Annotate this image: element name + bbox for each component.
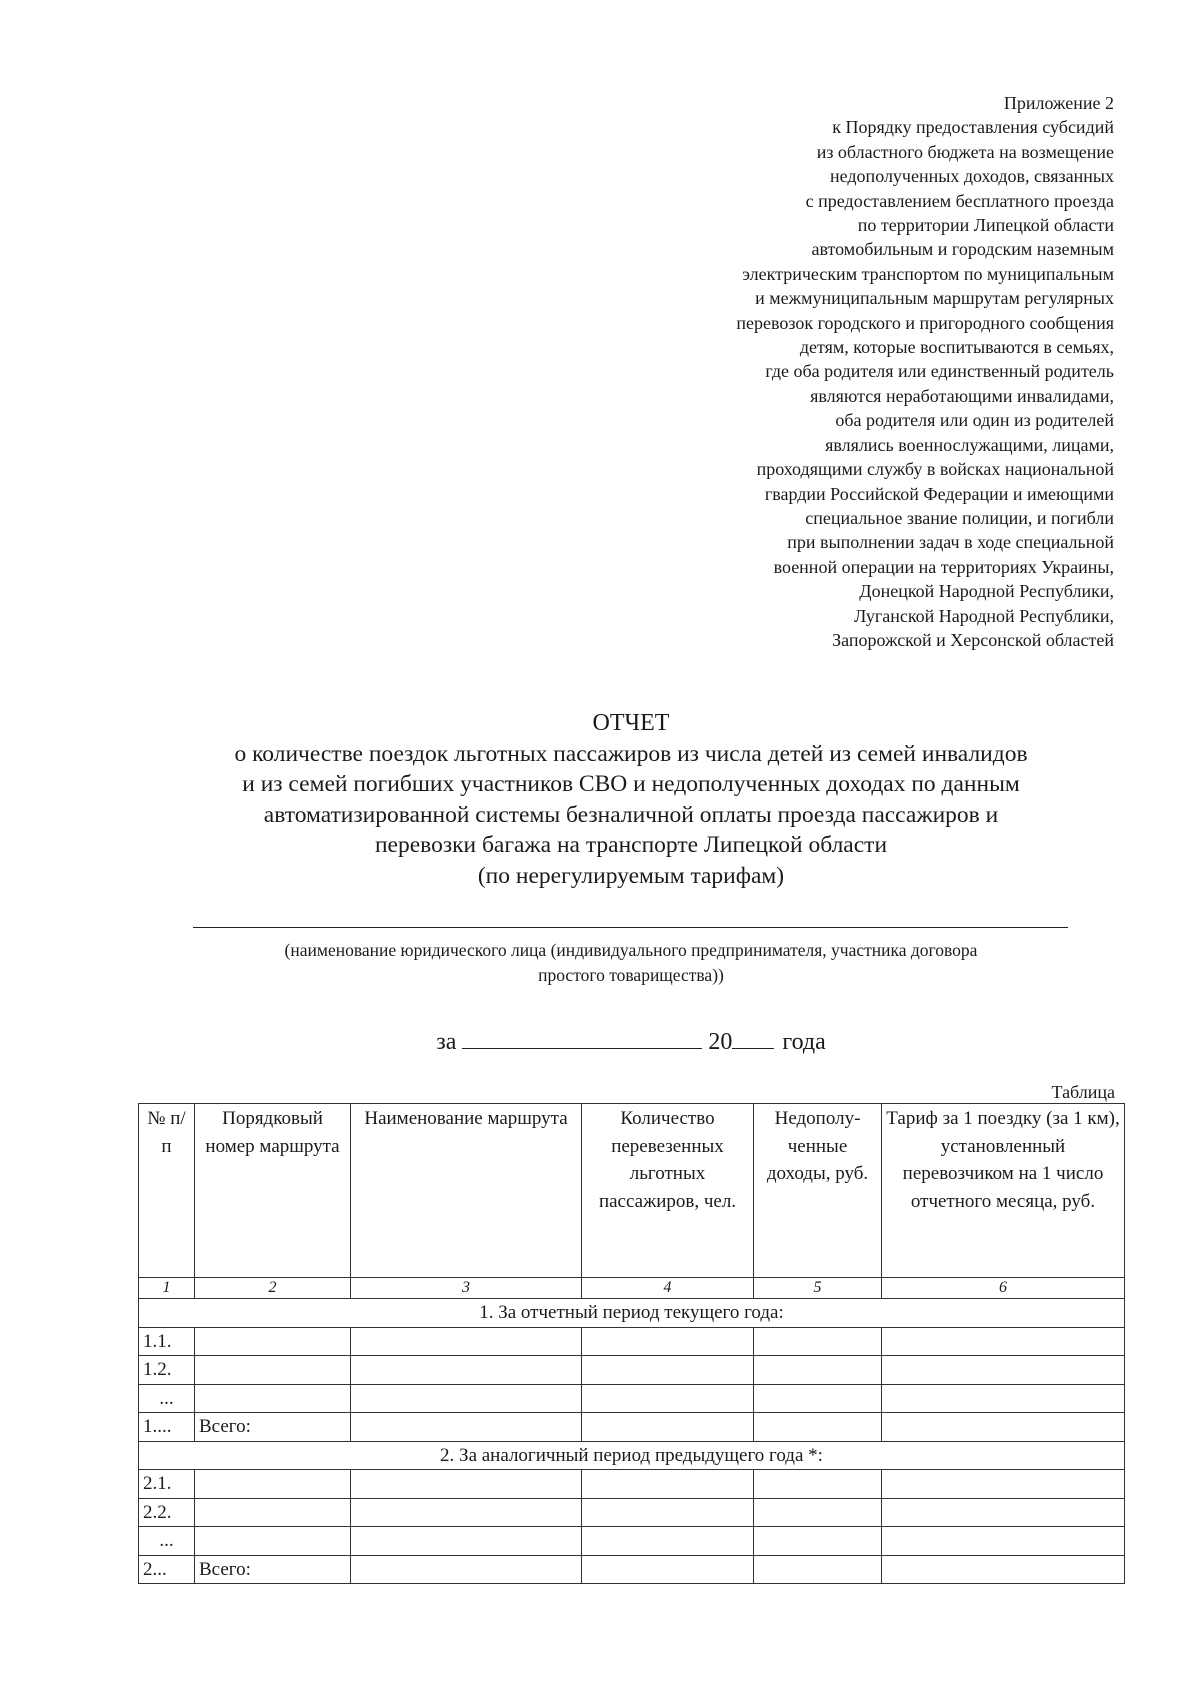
header-passenger-count: Количество перевезенных льготных пассажиров, чел. [582,1104,754,1278]
row-number: 2.2. [139,1498,195,1527]
appendix-line: специальное звание полиции, и погибли [805,507,1114,528]
route-name-cell[interactable] [351,1470,582,1499]
row-number: 2.1. [139,1470,195,1499]
route-name-cell[interactable] [351,1327,582,1356]
report-subtitle-line: и из семей погибших участников СВО и недополученных доходах по данным [242,771,1020,797]
lost-income-cell[interactable] [754,1527,882,1556]
report-period [0,1026,1200,1057]
table-row [139,1327,1125,1356]
report-subtitle-line: перевозки багажа на транспорте Липецкой области [374,832,888,858]
column-number: 2 [195,1278,351,1299]
column-number: 1 [139,1278,195,1299]
appendix-line: оба родителя или один из родителей [835,410,1114,431]
header-number: № п/п [139,1104,195,1278]
route-name-cell[interactable] [351,1555,582,1584]
appendix-line: являлись военнослужащими, лицами, [825,434,1114,455]
appendix-line: проходящими службу в войсках национальной [756,459,1114,480]
lost-income-cell[interactable] [754,1356,882,1385]
appendix-header [554,91,1114,652]
row-number: 1.... [139,1413,195,1442]
appendix-line: с предоставлением бесплатного проезда [805,190,1114,211]
route-number-cell[interactable] [195,1527,351,1556]
table-row [139,1498,1125,1527]
route-name-cell[interactable] [351,1384,582,1413]
period-year-prefix: 20 [708,1029,733,1055]
appendix-line: перевозок городского и пригородного сообщения [736,312,1114,333]
total-label: Всего: [195,1555,351,1584]
org-name-line[interactable] [193,927,1068,928]
passenger-count-cell[interactable] [582,1413,754,1442]
row-number: 1.1. [139,1327,195,1356]
section-row-current-year [139,1299,1125,1328]
period-suffix: года [782,1029,826,1055]
tariff-cell[interactable] [882,1498,1125,1527]
lost-income-cell[interactable] [754,1555,882,1584]
appendix-line: где оба родителя или единственный родитель [765,361,1114,382]
report-heading: ОТЧЕТ [592,710,670,736]
table-row [139,1470,1125,1499]
passenger-count-cell[interactable] [582,1356,754,1385]
route-number-cell[interactable] [195,1356,351,1385]
table-row-total [139,1555,1125,1584]
tariff-cell[interactable] [882,1413,1125,1442]
appendix-line: Запорожской и Херсонской областей [832,629,1114,650]
column-number: 6 [882,1278,1125,1299]
table-row [139,1356,1125,1385]
tariff-cell[interactable] [882,1470,1125,1499]
appendix-line: детям, которые воспитываются в семьях, [799,337,1114,358]
row-number: 1.2. [139,1356,195,1385]
table-row [139,1384,1125,1413]
period-year-blank[interactable] [732,1026,774,1049]
appendix-line: гвардии Российской Федерации и имеющими [764,483,1114,504]
column-numbers-row [139,1278,1125,1299]
passenger-count-cell[interactable] [582,1498,754,1527]
header-tariff: Тариф за 1 поездку (за 1 км), установленный перевозчиком на 1 число отчетного месяца, руб. [882,1104,1125,1278]
report-subtitle-line: автоматизированной системы безналичной оплаты проезда пассажиров и [263,801,999,828]
header-route-number: Порядковый номер маршрута [195,1104,351,1278]
appendix-line: Донецкой Народной Республики, [859,581,1114,602]
table-row [139,1527,1125,1556]
route-name-cell[interactable] [351,1498,582,1527]
section-row-previous-year [139,1441,1125,1470]
appendix-line: автомобильным и городским наземным [811,239,1114,260]
passenger-count-cell[interactable] [582,1470,754,1499]
appendix-line: Луганской Народной Республики, [854,605,1114,626]
column-number: 4 [582,1278,754,1299]
section-title: 1. За отчетный период текущего года: [139,1299,1125,1328]
header-route-name: Наименование маршрута [351,1104,582,1278]
org-caption-line: простого товарищества)) [538,965,724,985]
passenger-count-cell[interactable] [582,1327,754,1356]
route-number-cell[interactable] [195,1327,351,1356]
report-table [138,1103,1125,1584]
section-title: 2. За аналогичный период предыдущего года *: [139,1441,1125,1470]
lost-income-cell[interactable] [754,1327,882,1356]
appendix-line: к Порядку предоставления субсидий [832,117,1114,138]
header-lost-income: Недополу-ченные доходы, руб. [754,1104,882,1278]
tariff-cell[interactable] [882,1356,1125,1385]
lost-income-cell[interactable] [754,1498,882,1527]
appendix-line: по территории Липецкой области [857,215,1114,236]
lost-income-cell[interactable] [754,1384,882,1413]
tariff-cell[interactable] [882,1327,1125,1356]
appendix-line: из областного бюджета на возмещение [816,141,1114,162]
report-subtitle-line: о количестве поездок льготных пассажиров из числа детей из семей инвалидов [234,740,1028,767]
report-title [0,708,1200,891]
route-name-cell[interactable] [351,1413,582,1442]
route-name-cell[interactable] [351,1356,582,1385]
table-label: Таблица [1051,1082,1115,1102]
period-prefix: за [436,1029,457,1055]
table-row-total [139,1413,1125,1442]
total-label: Всего: [195,1413,351,1442]
appendix-line: при выполнении задач в ходе специальной [787,532,1114,553]
table-header-row [139,1104,1125,1278]
tariff-cell[interactable] [882,1384,1125,1413]
row-number: 2... [139,1555,195,1584]
appendix-line: являются неработающими инвалидами, [810,385,1114,406]
row-number: ... [139,1384,195,1413]
route-name-cell[interactable] [351,1527,582,1556]
org-name-caption [150,938,1112,988]
route-number-cell[interactable] [195,1384,351,1413]
appendix-line: недополученных доходов, связанных [830,166,1114,187]
row-number: ... [139,1527,195,1556]
route-number-cell[interactable] [195,1498,351,1527]
appendix-line: Приложение 2 [1003,93,1114,113]
appendix-line: и межмуниципальным маршрутам регулярных [755,288,1114,309]
column-number: 3 [351,1278,582,1299]
lost-income-cell[interactable] [754,1470,882,1499]
report-subtitle-line: (по нерегулируемым тарифам) [477,862,785,889]
passenger-count-cell[interactable] [582,1527,754,1556]
column-number: 5 [754,1278,882,1299]
lost-income-cell[interactable] [754,1413,882,1442]
passenger-count-cell[interactable] [582,1384,754,1413]
period-month-blank[interactable] [462,1026,702,1049]
route-number-cell[interactable] [195,1470,351,1499]
appendix-line: военной операции на территориях Украины, [773,556,1114,577]
org-caption-line: (наименование юридического лица (индивидуального предпринимателя, участника договора [284,940,978,960]
appendix-line: электрическим транспортом по муниципальным [742,263,1114,284]
tariff-cell[interactable] [882,1555,1125,1584]
passenger-count-cell[interactable] [582,1555,754,1584]
tariff-cell[interactable] [882,1527,1125,1556]
